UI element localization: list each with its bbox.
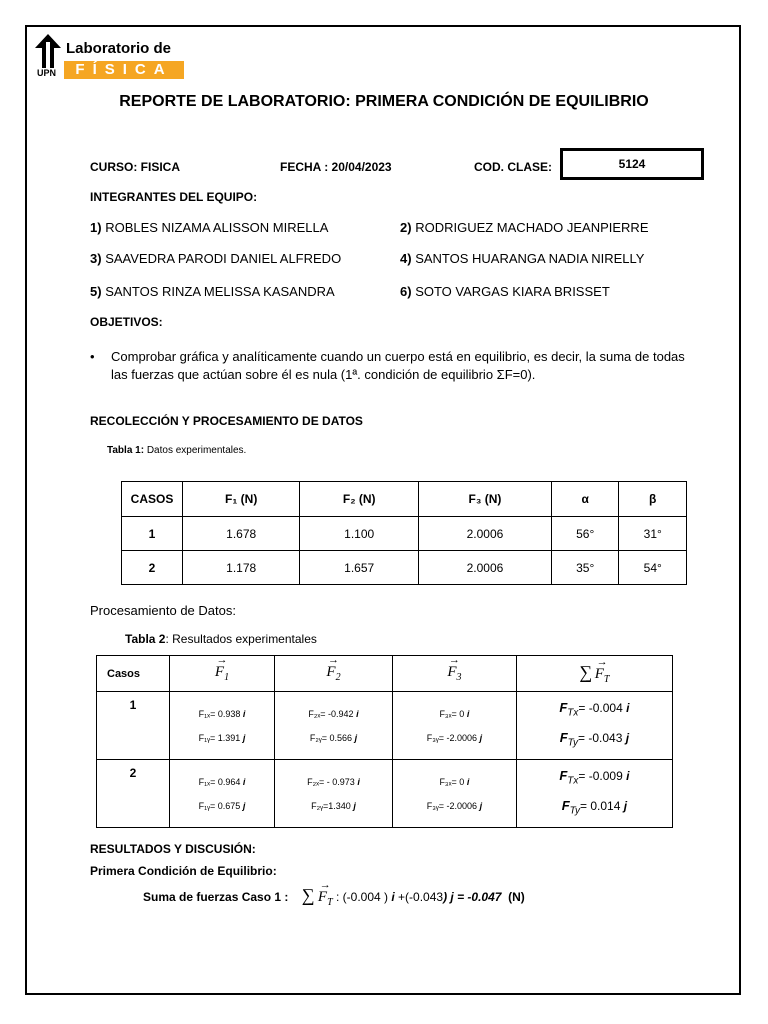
cell-f3: F₃ₓ= 0 i F₃ᵧ= -2.0006 j bbox=[393, 760, 517, 828]
sum-label: Suma de fuerzas Caso 1 : bbox=[143, 890, 289, 904]
vector-f1: → $F_1$ bbox=[214, 654, 230, 683]
objectives-heading: OBJETIVOS: bbox=[90, 315, 163, 329]
logo-band bbox=[64, 61, 184, 79]
cell: 2.0006 bbox=[419, 517, 552, 551]
col-header: F₁ (N) bbox=[183, 482, 300, 517]
cell: 56° bbox=[551, 517, 619, 551]
table-row bbox=[122, 551, 687, 585]
table1-caption-text: Datos experimentales. bbox=[144, 445, 247, 456]
cell-f1: F₁ₓ= 0.938 i F₁ᵧ= 1.391 j bbox=[170, 692, 275, 760]
cell: 1 bbox=[122, 517, 183, 551]
member-number: 2) bbox=[400, 220, 412, 235]
member-name: SOTO VARGAS KIARA BRISSET bbox=[415, 284, 610, 299]
cell: 35° bbox=[551, 551, 619, 585]
class-code-box: 5124 bbox=[560, 148, 704, 180]
cell: 54° bbox=[619, 551, 687, 585]
table2-caption-bold: Tabla 2 bbox=[125, 632, 166, 646]
cell: 2.0006 bbox=[419, 551, 552, 585]
cell-f2: F₂ₓ= -0.942 i F₂ᵧ= 0.566 j bbox=[274, 692, 392, 760]
table2-caption-text: : Resultados experimentales bbox=[165, 632, 317, 646]
table-row bbox=[97, 692, 673, 760]
member-number: 3) bbox=[90, 251, 102, 266]
vector-f3: → $F_3$ bbox=[447, 654, 462, 683]
class-code-label: COD. CLASE: bbox=[474, 160, 552, 174]
objective-text: Comprobar gráfica y analíticamente cuando un cuerpo está en equilibrio, es decir, la suma de todas las fuerzas que actúan sobre él es nula (1ª. condición de equilibrio ΣF=0). bbox=[111, 349, 685, 382]
col-header-f3 bbox=[393, 656, 517, 692]
processing-label: Procesamiento de Datos: bbox=[90, 603, 236, 618]
col-header: F₃ (N) bbox=[419, 482, 552, 517]
cell-ft: $F_{Tx}= -0.004$ i $F_{Ty}= -0.043$ j bbox=[516, 692, 672, 760]
member-3 bbox=[90, 251, 341, 266]
member-2 bbox=[400, 220, 649, 235]
table1-caption-bold: Tabla 1: bbox=[107, 445, 145, 456]
member-name: SAAVEDRA PARODI DANIEL ALFREDO bbox=[105, 251, 342, 266]
col-header: F₂ (N) bbox=[300, 482, 419, 517]
lab-logo bbox=[35, 34, 185, 82]
sigma-icon: ∑ bbox=[301, 885, 315, 905]
sum-unit: (N) bbox=[508, 890, 525, 904]
member-name: ROBLES NIZAMA ALISSON MIRELLA bbox=[105, 220, 329, 235]
member-name: RODRIGUEZ MACHADO JEANPIERRE bbox=[415, 220, 649, 235]
col-header: β bbox=[619, 482, 687, 517]
results-table bbox=[96, 655, 673, 828]
cell-ft: $F_{Tx}= -0.009$ i $F_{Ty}= 0.014$ j bbox=[516, 760, 672, 828]
col-header-casos: Casos bbox=[97, 656, 170, 692]
member-number: 5) bbox=[90, 284, 102, 299]
table-header-row bbox=[97, 656, 673, 692]
vector-f2: → $F_2$ bbox=[326, 654, 341, 683]
data-heading: RECOLECCIÓN Y PROCESAMIENTO DE DATOS bbox=[90, 414, 363, 428]
col-header-f1 bbox=[170, 656, 275, 692]
results-heading: RESULTADOS Y DISCUSIÓN: bbox=[90, 842, 256, 856]
member-number: 1) bbox=[90, 220, 102, 235]
course-label: CURSO: FISICA bbox=[90, 160, 180, 174]
member-1 bbox=[90, 220, 328, 235]
member-4 bbox=[400, 251, 644, 266]
member-name: SANTOS RINZA MELISSA KASANDRA bbox=[105, 284, 335, 299]
table2-caption bbox=[125, 632, 317, 646]
member-5 bbox=[90, 284, 335, 299]
cell-caso: 1 bbox=[97, 692, 170, 760]
logo-subtitle: FÍSICA bbox=[75, 61, 173, 78]
cell: 1.178 bbox=[183, 551, 300, 585]
col-header-sum bbox=[516, 656, 672, 692]
cell: 1.100 bbox=[300, 517, 419, 551]
table-row bbox=[97, 760, 673, 828]
cell: 2 bbox=[122, 551, 183, 585]
logo-upn-text: UPN bbox=[37, 68, 57, 78]
vector-ft: → $F_T$ bbox=[317, 879, 333, 908]
table-header-row bbox=[122, 482, 687, 517]
table1-caption bbox=[107, 445, 246, 456]
team-heading: INTEGRANTES DEL EQUIPO: bbox=[90, 190, 258, 204]
report-title: REPORTE DE LABORATORIO: PRIMERA CONDICIÓN DE EQUILIBRIO bbox=[119, 93, 649, 110]
results-subheading: Primera Condición de Equilibrio: bbox=[90, 864, 277, 878]
sum-expr-b: +(-0.043 bbox=[394, 890, 444, 904]
col-header: α bbox=[551, 482, 619, 517]
experimental-data-table bbox=[121, 481, 687, 585]
cell-f1: F₁ₓ= 0.964 i F₁ᵧ= 0.675 j bbox=[170, 760, 275, 828]
cell: 1.657 bbox=[300, 551, 419, 585]
table-row bbox=[122, 517, 687, 551]
member-number: 4) bbox=[400, 251, 412, 266]
cell-f3: F₃ₓ= 0 i F₃ᵧ= -2.0006 j bbox=[393, 692, 517, 760]
member-name: SANTOS HUARANGA NADIA NIRELLY bbox=[415, 251, 645, 266]
vector-ft: → $F_T$ bbox=[594, 656, 610, 685]
bullet-icon: • bbox=[90, 349, 95, 364]
cell: 31° bbox=[619, 517, 687, 551]
cell-f2: F₂ₓ= - 0.973 i F₂ᵧ=1.340 j bbox=[274, 760, 392, 828]
sum-expr-a: : (-0.004 ) bbox=[336, 890, 392, 904]
logo-title: Laboratorio de bbox=[66, 40, 172, 57]
col-header-f2 bbox=[274, 656, 392, 692]
col-header: CASOS bbox=[122, 482, 183, 517]
sum-of-forces-line: Suma de fuerzas Caso 1 : ∑ → $F_T$ : (-0.004 ) i +(-0.043) j = -0.047 (N) bbox=[143, 879, 525, 908]
date-label: FECHA : 20/04/2023 bbox=[280, 160, 392, 174]
sum-expr-c: ) j = -0.047 bbox=[443, 890, 502, 904]
member-number: 6) bbox=[400, 284, 412, 299]
member-6 bbox=[400, 284, 610, 299]
sigma-icon: ∑ bbox=[579, 662, 593, 682]
cell: 1.678 bbox=[183, 517, 300, 551]
cell-caso: 2 bbox=[97, 760, 170, 828]
